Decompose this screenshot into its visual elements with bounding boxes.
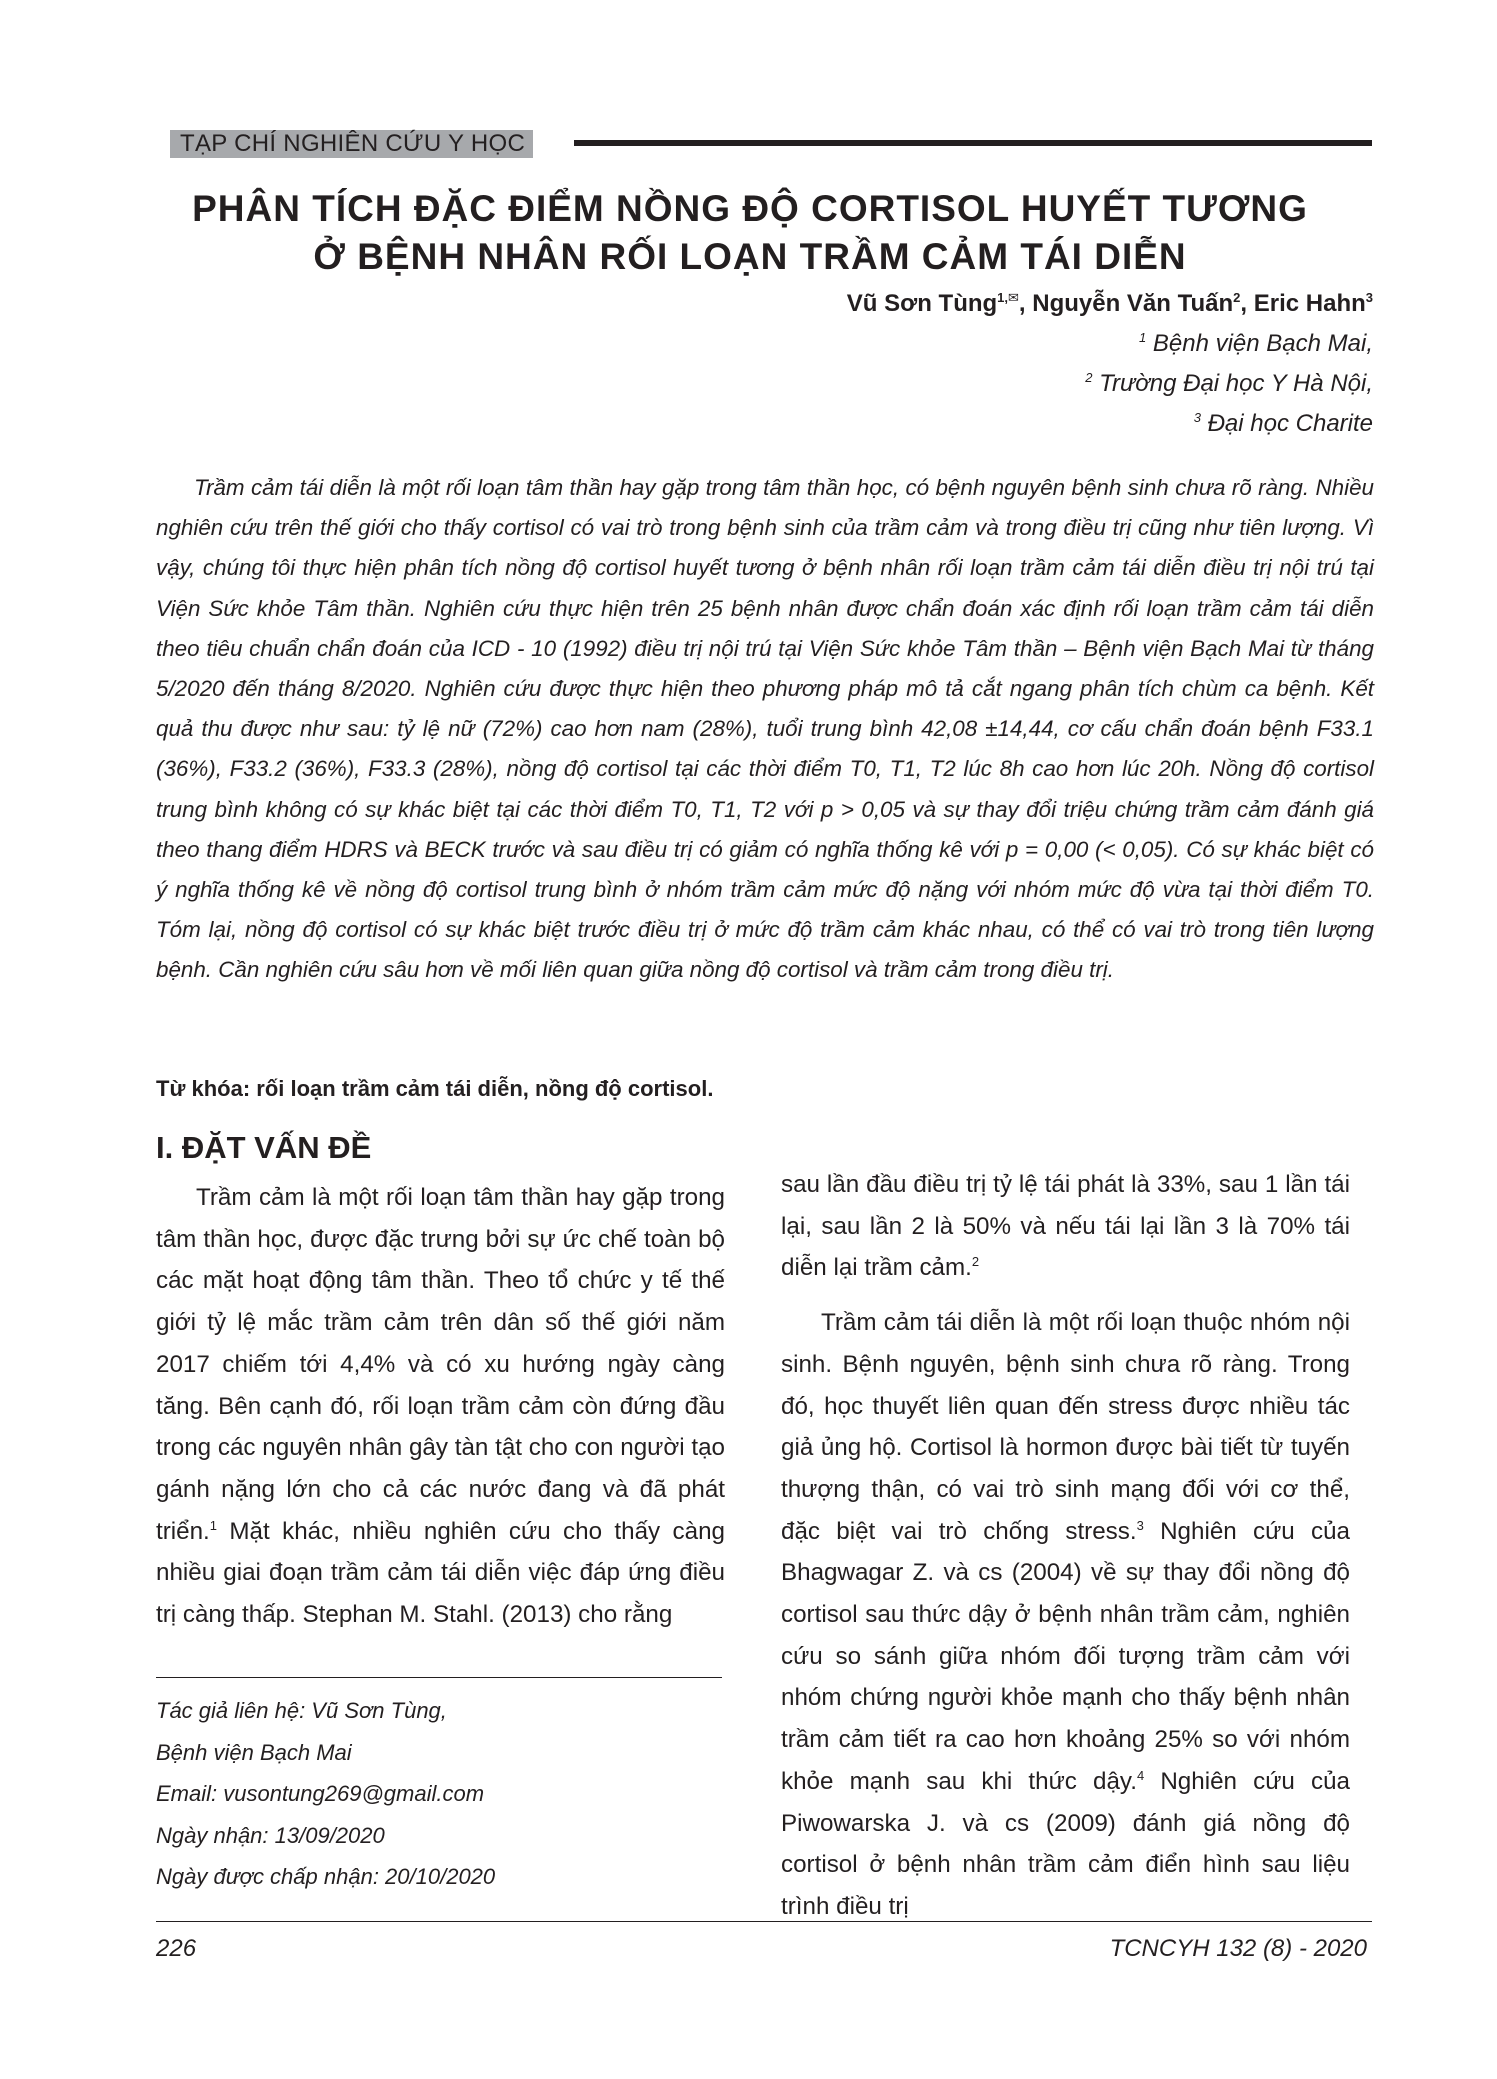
affiliation-text: Bệnh viện Bạch Mai, <box>1146 330 1373 357</box>
affiliation-number: 1 <box>1138 330 1147 345</box>
author-separator: , <box>1240 290 1254 317</box>
citation-ref: 4 <box>1136 1767 1145 1783</box>
title-line-1: PHÂN TÍCH ĐẶC ĐIỂM NỒNG ĐỘ CORTISOL HUYẾT TƯƠNG <box>192 188 1308 229</box>
paragraph-text: Nghiên cứu của Piwowarska J. và cs (2009) đánh giá nồng độ cortisol ở bệnh nhân trầm cảm điển hình sau liệu trình điều trị <box>781 1767 1350 1920</box>
left-column <box>156 1177 725 1636</box>
corresponding-email: Email: vusontung269@gmail.com <box>156 1781 485 1806</box>
author-3-affiliation: 3 <box>1365 290 1373 305</box>
title-line-2: Ở BỆNH NHÂN RỐI LOẠN TRẦM CẢM TÁI DIỄN <box>313 236 1187 277</box>
body-paragraph <box>781 1302 1350 1928</box>
journal-name: TẠP CHÍ NGHIÊN CỨU Y HỌC <box>170 130 533 158</box>
date-received: Ngày nhận: 13/09/2020 <box>156 1822 385 1848</box>
affiliation-number: 3 <box>1193 410 1201 425</box>
corresponding-institution: Bệnh viện Bạch Mai <box>156 1739 352 1765</box>
author-1-affiliation: 1,✉ <box>997 290 1019 305</box>
author-2: Nguyễn Văn Tuấn <box>1032 290 1234 317</box>
article-title <box>150 185 1350 281</box>
journal-header <box>170 130 1372 158</box>
citation-ref: 1 <box>209 1517 218 1533</box>
corresponding-author: Tác giả liên hệ: Vũ Sơn Tùng, <box>156 1698 447 1723</box>
paragraph-text: Trầm cảm là một rối loạn tâm thần hay gặp trong tâm thần học, được đặc trưng bởi sự ức chế toàn bộ các mặt hoạt động tâm thần. Theo tổ chức y tế thế giới tỷ lệ mắc trầm cảm trên dân số thế giới năm 2017 chiếm tới 4,4% và có xu hướng ngày càng tăng. Bên cạnh đó, rối loạn trầm cảm còn đứng đầu trong các nguyên nhân gây tàn tật cho con người tạo gánh nặng lớn cho cả các nước đang và đã phát triển. <box>156 1184 725 1545</box>
keywords-text: rối loạn trầm cảm tái diễn, nồng độ cortisol. <box>250 1076 714 1101</box>
header-rule <box>574 140 1372 146</box>
author-3: Eric Hahn <box>1253 290 1366 317</box>
keywords-label: Từ khóa: <box>156 1076 251 1101</box>
date-accepted: Ngày được chấp nhận: 20/10/2020 <box>156 1864 496 1889</box>
footer-rule <box>156 1921 1372 1922</box>
affiliation-text: Trường Đại học Y Hà Nội, <box>1092 370 1373 397</box>
author-2-affiliation: 2 <box>1233 290 1241 305</box>
body-paragraph <box>781 1164 1350 1289</box>
affiliation-1 <box>1139 330 1373 358</box>
keywords <box>156 1076 713 1102</box>
paragraph-text: Mặt khác, nhiều nghiên cứu cho thấy càng nhiều giai đoạn trầm cảm tái diễn việc đáp ứng điều trị càng thấp. Stephan M. Stahl. (2013) cho rằng <box>156 1517 725 1629</box>
paragraph-text: Trầm cảm tái diễn là một rối loạn thuộc nhóm nội sinh. Bệnh nguyên, bệnh sinh chưa rõ ràng. Trong đó, học thuyết liên quan đến stress được nhiều tác giả ủng hộ. Cortisol là hormon được bài tiết từ tuyến thượng thận, có vai trò sinh mạng đối với cơ thể, đặc biệt vai trò chống stress. <box>781 1309 1350 1545</box>
affiliation-number: 2 <box>1085 370 1093 385</box>
author-list <box>847 290 1373 318</box>
affiliation-2 <box>1085 370 1373 398</box>
paragraph-text: sau lần đầu điều trị tỷ lệ tái phát là 33%, sau 1 lần tái lại, sau lần 2 là 50% và nếu tái lại lần 3 là 70% tái diễn lại trầm cảm. <box>781 1171 1350 1282</box>
abstract: Trầm cảm tái diễn là một rối loạn tâm thần hay gặp trong tâm thần học, có bệnh nguyên bệnh sinh chưa rõ ràng. Nhiều nghiên cứu trên thế giới cho thấy cortisol có vai trò trong bệnh sinh của trầm cảm và trong điều trị cũng như tiên lượng. Vì vậy, chúng tôi thực hiện phân tích nồng độ cortisol huyết tương ở bệnh nhân rối loạn trầm cảm tái diễn điều trị nội trú tại Viện Sức khỏe Tâm thần. Nghiên cứu thực hiện trên 25 bệnh nhân được chẩn đoán xác định rối loạn trầm cảm tái diễn theo tiêu chuẩn chẩn đoán của ICD - 10 (1992) điều trị nội trú tại Viện Sức khỏe Tâm thần – Bệnh viện Bạch Mai từ tháng 5/2020 đến tháng 8/2020. Nghiên cứu được thực hiện theo phương pháp mô tả cắt ngang phân tích chùm ca bệnh. Kết quả thu được như sau: tỷ lệ nữ (72%) cao hơn nam (28%), tuổi trung bình 42,08 ±14,44, cơ cấu chẩn đoán bệnh F33.1 (36%), F33.2 (36%), F33.3 (28%), nồng độ cortisol tại các thời điểm T0, T1, T2 lúc 8h cao hơn lúc 20h. Nồng độ cortisol trung bình không có sự khác biệt tại các thời điểm T0, T1, T2 với p > 0,05 và sự thay đổi triệu chứng trầm cảm đánh giá theo thang điểm HDRS và BECK trước và sau điều trị có giảm có nghĩa thống kê với p = 0,00 (< 0,05). Có sự khác biệt có ý nghĩa thống kê về nồng độ cortisol trung bình ở nhóm trầm cảm mức độ nặng với nhóm mức độ vừa tại thời điểm T0. Tóm lại, nồng độ cortisol có sự khác biệt trước điều trị ở mức độ trầm cảm khác nhau, có thể có vai trò trong tiên lượng bệnh. Cần nghiên cứu sâu hơn về mối liên quan giữa nồng độ cortisol và trầm cảm trong điều trị. <box>156 475 1374 983</box>
author-1: Vũ Sơn Tùng <box>846 290 998 317</box>
right-column <box>781 1164 1350 1928</box>
paragraph-text: Nghiên cứu của Bhagwagar Z. và cs (2004) về sự thay đổi nồng độ cortisol sau thức dậy ở bệnh nhân trầm cảm, nghiên cứu so sánh giữa nhóm đối tượng trầm cảm với nhóm chứng người khỏe mạnh cho thấy bệnh nhân trầm cảm tiết ra cao hơn khoảng 25% so với nhóm khỏe mạnh sau khi thức dậy. <box>781 1517 1351 1795</box>
author-separator: , <box>1018 290 1033 317</box>
body-paragraph <box>156 1177 725 1636</box>
citation-ref: 2 <box>971 1254 980 1270</box>
journal-reference: TCNCYH 132 (8) - 2020 <box>1109 1935 1367 1962</box>
page-number: 226 <box>156 1935 197 1962</box>
affiliation-text: Đại học Charite <box>1200 410 1373 437</box>
correspondence-note <box>156 1690 495 1898</box>
footnote-rule <box>156 1677 722 1678</box>
section-heading: I. ĐẶT VẤN ĐỀ <box>156 1130 372 1165</box>
affiliation-3 <box>1194 410 1373 438</box>
citation-ref: 3 <box>1136 1517 1144 1533</box>
